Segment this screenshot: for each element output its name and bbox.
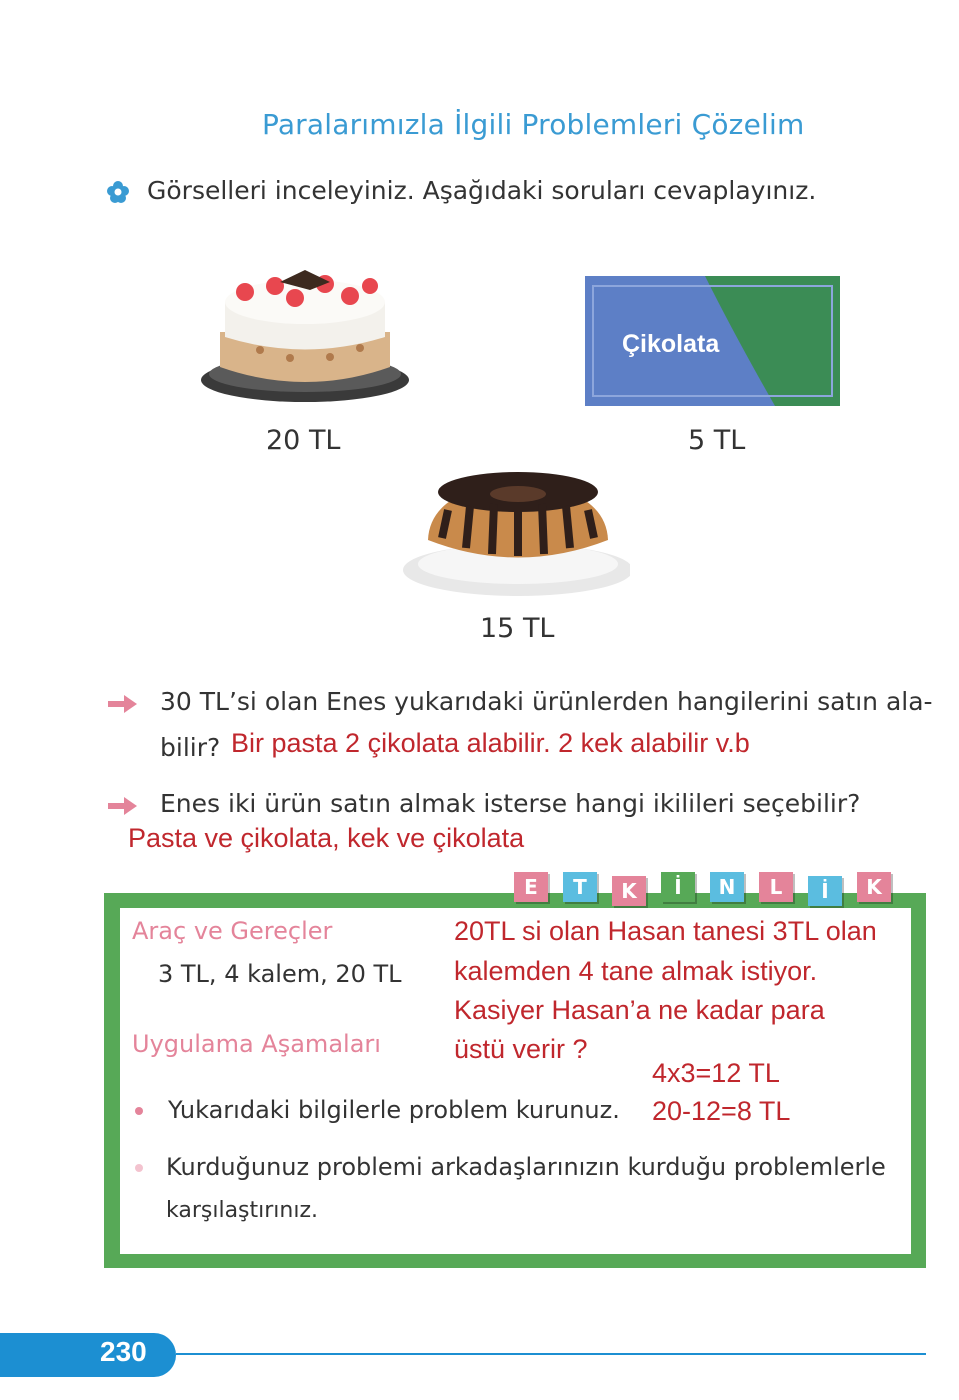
cake-price: 20 TL <box>266 425 341 456</box>
bundt-cake-image <box>400 460 630 600</box>
bullet-icon <box>135 1107 143 1115</box>
bundt-price: 15 TL <box>480 613 555 644</box>
bullet-icon <box>135 1164 143 1172</box>
page-title: Paralarımızla İlgili Problemleri Çözelim <box>262 108 805 141</box>
answer-2: Pasta ve çikolata, kek ve çikolata <box>128 823 525 853</box>
tools-list: 3 TL, 4 kalem, 20 TL <box>158 960 402 988</box>
solution-line-1: 4x3=12 TL <box>652 1058 780 1088</box>
activity-letter: İ <box>808 876 842 906</box>
arrow-right-icon <box>108 694 138 714</box>
cake-image <box>200 262 420 412</box>
problem-line-3: Kasiyer Hasan’a ne kadar para <box>454 995 825 1025</box>
activity-letter: İ <box>661 872 695 902</box>
flower-icon <box>106 180 130 204</box>
footer-rule <box>176 1353 926 1355</box>
problem-line-1: 20TL si olan Hasan tanesi 3TL olan <box>454 916 877 946</box>
question-1-line2: bilir? <box>160 733 221 762</box>
step-2-continued: karşılaştırınız. <box>166 1198 319 1223</box>
problem-line-2: kalemden 4 tane almak istiyor. <box>454 956 818 986</box>
solution-line-2: 20-12=8 TL <box>652 1096 791 1126</box>
step-2: Kurduğunuz problemi arkadaşlarınızın kurduğu problemlerle <box>166 1153 886 1181</box>
problem-line-4: üstü verir ? <box>454 1034 588 1064</box>
activity-letter: E <box>514 872 548 902</box>
chocolate-price: 5 TL <box>688 425 746 456</box>
activity-letter: T <box>563 872 597 902</box>
activity-letter: K <box>857 872 891 902</box>
activity-letter: K <box>612 876 646 906</box>
activity-letter: L <box>759 872 793 902</box>
chocolate-label: Çikolata <box>622 330 720 358</box>
instruction-text: Görselleri inceleyiniz. Aşağıdaki soruları cevaplayınız. <box>147 176 817 205</box>
question-2-line1: Enes iki ürün satın almak isterse hangi ikilileri seçebilir? <box>160 789 861 818</box>
arrow-right-icon <box>108 796 138 816</box>
page-number-tab <box>0 1333 176 1377</box>
activity-letter: N <box>710 872 744 902</box>
page-number: 230 <box>100 1336 147 1367</box>
tools-heading: Araç ve Gereçler <box>132 917 333 945</box>
step-1: Yukarıdaki bilgilerle problem kurunuz. <box>168 1096 620 1124</box>
question-1-line1: 30 TL’si olan Enes yukarıdaki ürünlerden hangilerini satın ala- <box>160 687 933 716</box>
answer-1: Bir pasta 2 çikolata alabilir. 2 kek alabilir v.b <box>231 728 750 758</box>
steps-heading: Uygulama Aşamaları <box>132 1030 381 1058</box>
